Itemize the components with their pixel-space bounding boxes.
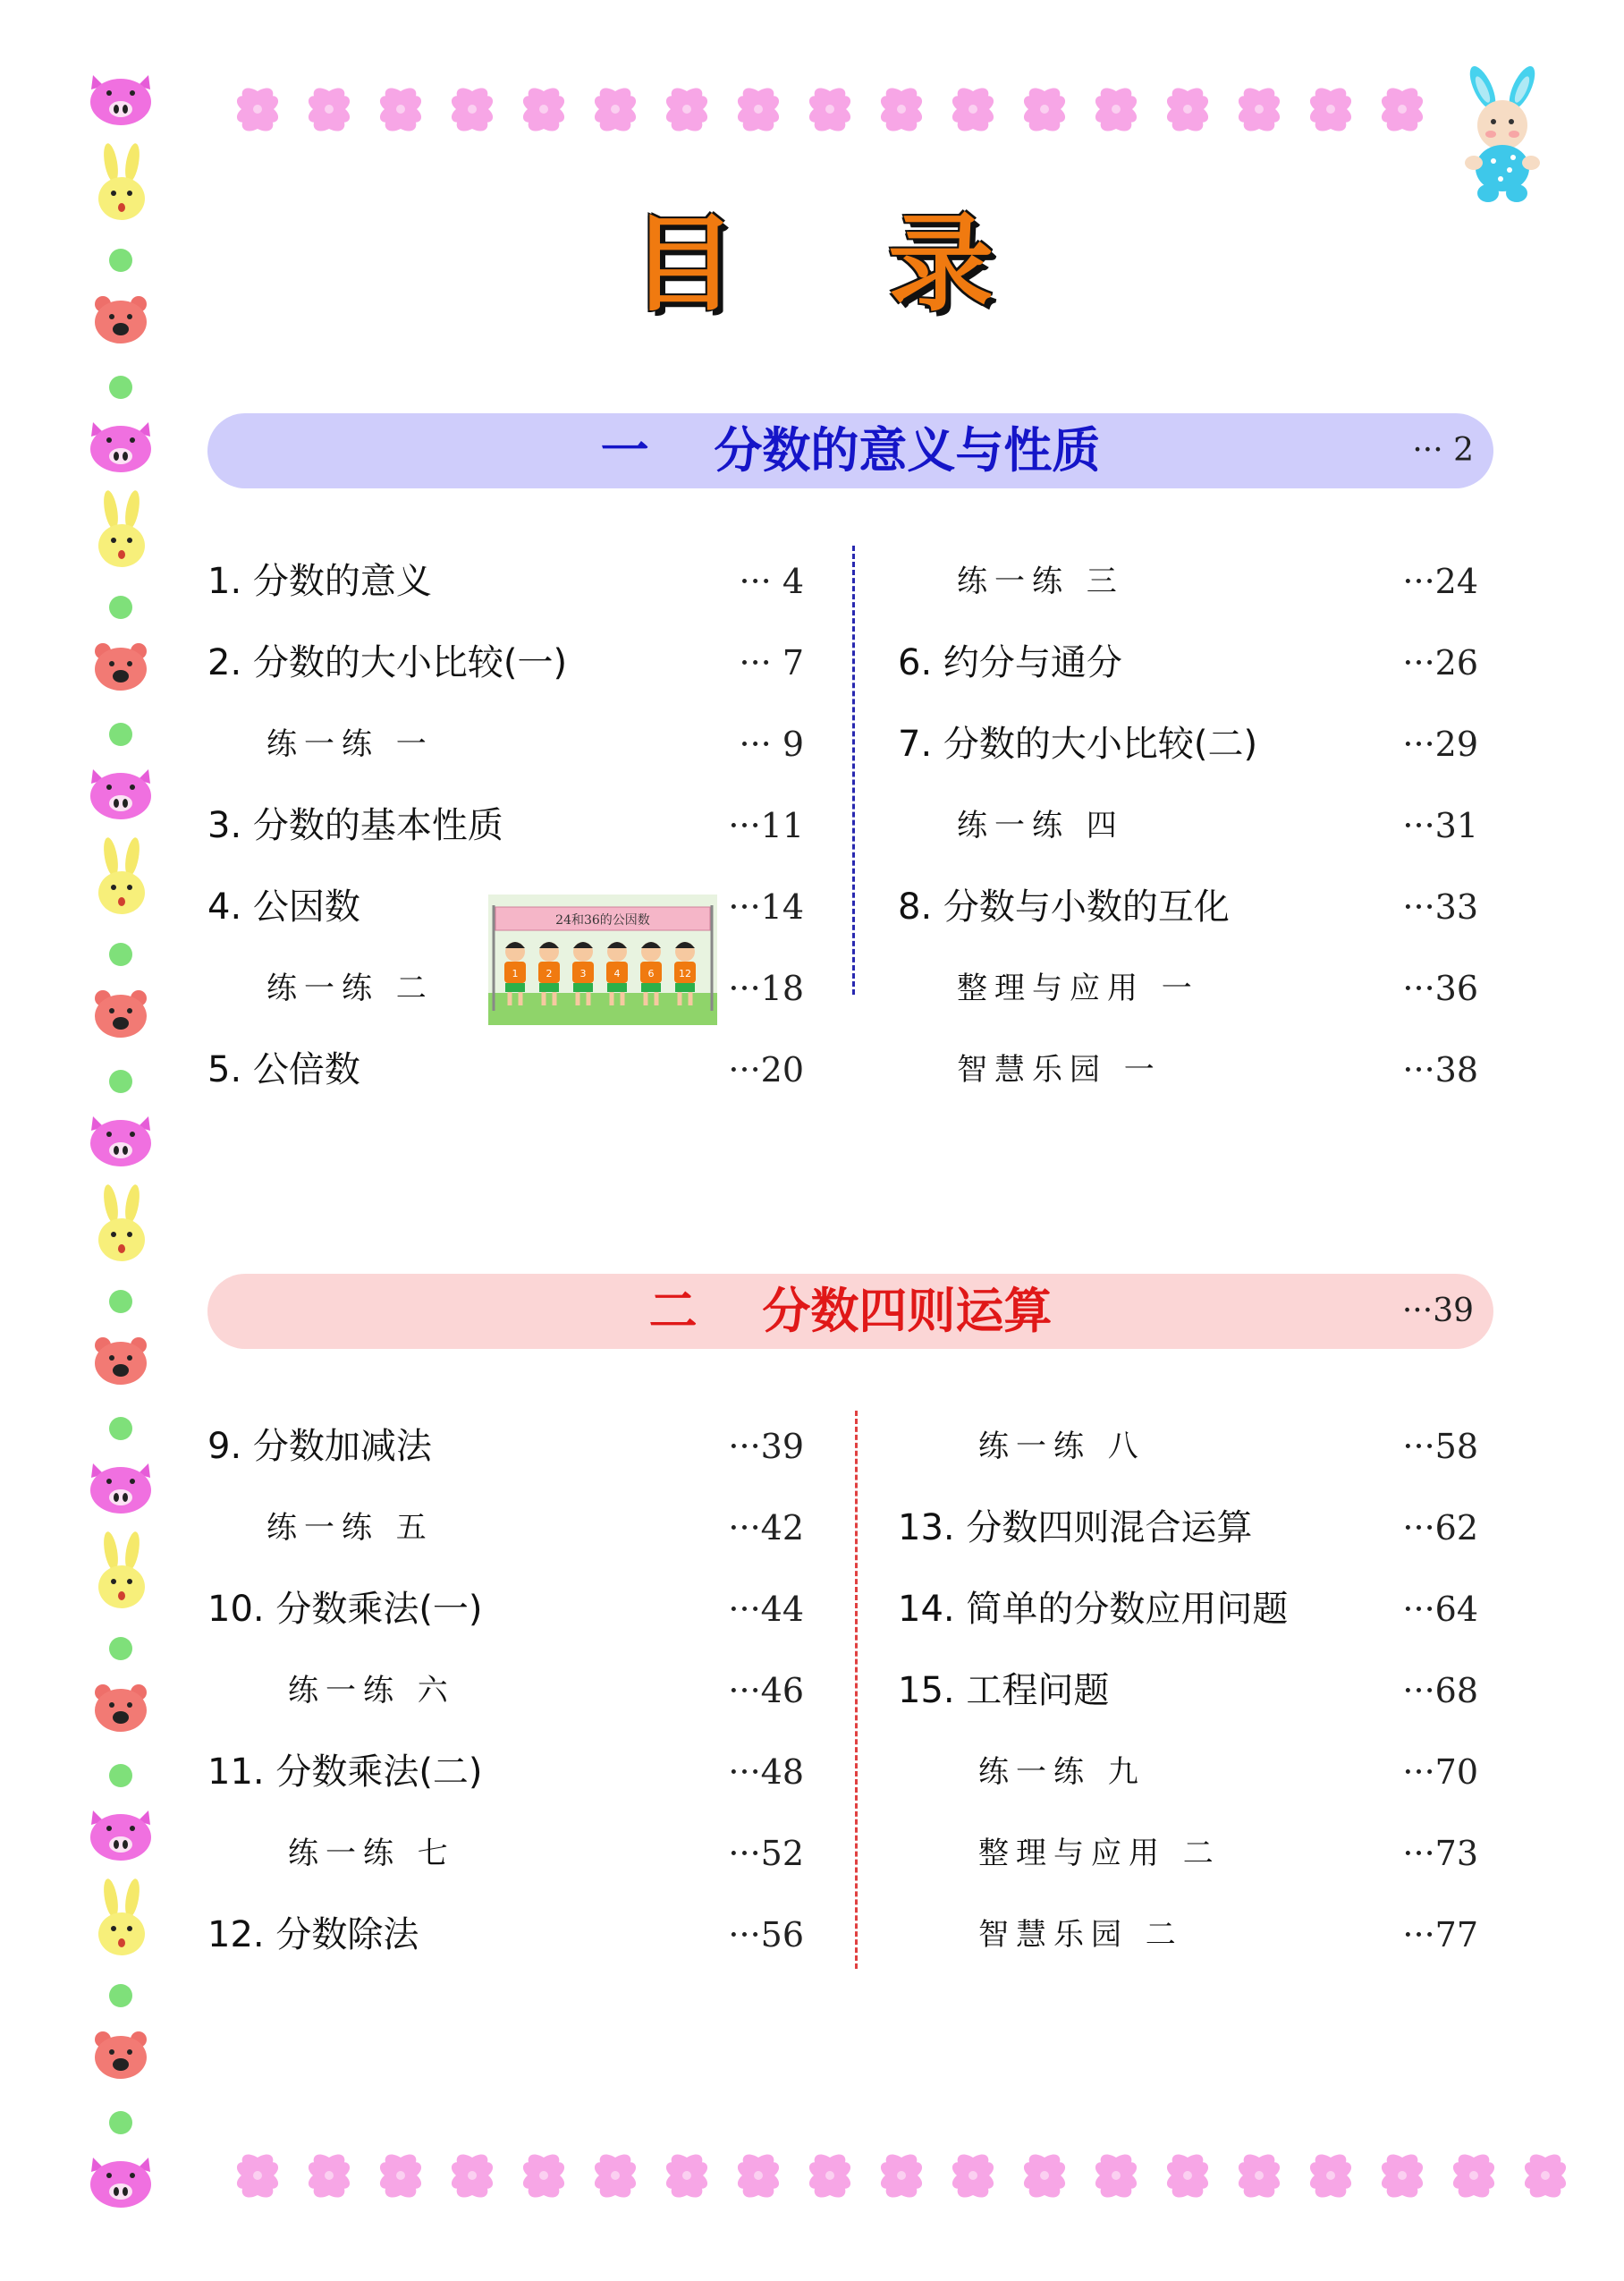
chapter-title: 二 分数四则运算 [648,1283,1053,1339]
clover-flower-icon [653,2145,721,2213]
toc-entry-page: ···38 [1402,1050,1478,1090]
toc-sub-entry[interactable] [0,555,1624,608]
toc-sub-entry[interactable] [0,1827,1624,1880]
toc-entry-label: 7. 分数的大小比较(二) [898,724,1258,765]
bear-face-icon [92,2029,149,2081]
toc-entry[interactable] [0,880,1624,934]
toc-entry-page: ···58 [1402,1427,1478,1466]
pig-face-icon [86,1113,156,1168]
toc-entry-page: ···68 [1402,1671,1478,1710]
toc-entry-page: ···31 [1402,806,1478,845]
kids-banner-illustration [488,895,717,1025]
toc-entry-label: 智慧乐园 一 [957,1052,1162,1088]
toc-sub-entry[interactable] [0,1043,1624,1097]
green-dot-icon [109,2111,132,2134]
toc-entry-page: ···18 [728,969,804,1008]
toc-entry-label: 练一练 六 [288,1673,455,1709]
toc-entry-label: 4. 公因数 [207,886,360,928]
toc-entry-label: 3. 分数的基本性质 [207,805,503,846]
toc-entry[interactable] [0,717,1624,771]
toc-entry-page: ···77 [1402,1915,1478,1955]
toc-entry-page: ···11 [728,806,804,845]
pig-face-icon [86,2154,156,2209]
chapter-page-number: ··· 2 [1412,432,1474,469]
shirt-number: 6 [647,968,655,979]
clover-flower-icon [438,79,506,147]
clover-flower-icon [1154,2145,1222,2213]
toc-entry-label: 5. 公倍数 [207,1049,360,1090]
toc-entry-label: 15. 工程问题 [898,1670,1110,1711]
toc-entry-label: 整理与应用 一 [957,971,1199,1006]
toc-entry-page: ···36 [1402,969,1478,1008]
rabbit-face-icon [95,1184,148,1265]
clover-flower-icon [1225,2145,1293,2213]
toc-entry-page: ···20 [728,1050,804,1090]
toc-entry-label: 练一练 七 [288,1836,455,1871]
bottom-flower-border [224,2145,1583,2226]
clover-flower-icon [867,79,935,147]
toc-entry-page: ···44 [728,1590,804,1629]
toc-entry-label: 13. 分数四则混合运算 [898,1507,1253,1548]
clover-flower-icon [510,2145,578,2213]
top-flower-border [224,79,1458,159]
clover-flower-icon [1225,79,1293,147]
toc-entry-label: 练一练 二 [266,971,434,1006]
toc-entry-label: 6. 约分与通分 [898,642,1122,683]
bunny-doll-icon [1458,63,1547,206]
pig-face-icon [86,419,156,474]
toc-entry-page: ···48 [728,1752,804,1792]
clover-flower-icon [1511,2145,1579,2213]
clover-flower-icon [295,79,363,147]
toc-sub-entry[interactable] [0,799,1624,852]
toc-entry-page: ···56 [728,1915,804,1955]
clover-flower-icon [581,2145,649,2213]
toc-entry-page: ···73 [1402,1834,1478,1873]
chapter-2-header[interactable] [207,1274,1493,1349]
toc-entry-page: ···52 [728,1834,804,1873]
toc-entry-page: ···29 [1402,725,1478,764]
toc-entry-page: ··· 9 [739,725,804,764]
green-dot-icon [109,1290,132,1313]
banner-text: 24和36的公因数 [555,913,650,928]
toc-entry-page: ···62 [1402,1508,1478,1548]
toc-entry-label: 11. 分数乘法(二) [207,1751,483,1793]
clover-flower-icon [1154,79,1222,147]
pig-face-icon [86,72,156,127]
toc-entry-label: 2. 分数的大小比较(一) [207,642,568,683]
toc-entry-label: 练一练 一 [266,726,434,762]
clover-flower-icon [653,79,721,147]
clover-flower-icon [1011,79,1078,147]
shirt-number: 3 [579,968,587,979]
toc-entry-page: ···70 [1402,1752,1478,1792]
clover-flower-icon [724,2145,792,2213]
toc-entry-label: 8. 分数与小数的互化 [898,886,1230,928]
clover-flower-icon [510,79,578,147]
page-title [0,201,1624,326]
clover-flower-icon [1440,2145,1508,2213]
clover-flower-icon [1082,79,1150,147]
toc-entry-label: 练一练 五 [266,1510,434,1546]
clover-flower-icon [581,79,649,147]
toc-entry-label: 练一练 四 [957,808,1124,844]
clover-flower-icon [367,2145,435,2213]
bear-face-icon [92,1335,149,1386]
toc-entry-label: 12. 分数除法 [207,1914,419,1955]
toc-entry-page: ···64 [1402,1590,1478,1629]
toc-entry-page: ···39 [728,1427,804,1466]
clover-flower-icon [1011,2145,1078,2213]
clover-flower-icon [1297,79,1365,147]
clover-flower-icon [224,2145,292,2213]
toc-entry-page: ···33 [1402,887,1478,927]
toc-entry-page: ···24 [1402,562,1478,601]
toc-entry-label: 1. 分数的意义 [207,561,432,602]
chapter-1-header[interactable] [207,413,1493,488]
toc-entry-label: 练一练 九 [978,1754,1146,1790]
clover-flower-icon [724,79,792,147]
shirt-number: 12 [679,968,691,979]
toc-entry-label: 整理与应用 二 [978,1836,1221,1871]
toc-sub-entry[interactable] [0,1908,1624,1962]
clover-flower-icon [295,2145,363,2213]
chapter-page-number: ···39 [1401,1293,1474,1329]
toc-entry-label: 9. 分数加减法 [207,1426,432,1467]
shirt-number: 2 [546,968,553,979]
toc-entry[interactable] [0,636,1624,690]
chapter-title: 一 分数的意义与性质 [600,422,1101,479]
clover-flower-icon [438,2145,506,2213]
toc-entry-page: ··· 7 [739,643,804,683]
toc-entry-page: ···14 [728,887,804,927]
clover-flower-icon [939,2145,1007,2213]
clover-flower-icon [224,79,292,147]
toc-entry-page: ···46 [728,1671,804,1710]
green-dot-icon [109,1637,132,1660]
clover-flower-icon [1368,2145,1436,2213]
toc-entry[interactable] [0,1501,1624,1555]
toc-sub-entry[interactable] [0,1420,1624,1473]
clover-flower-icon [867,2145,935,2213]
toc-entry-page: ···26 [1402,643,1478,683]
title-char-1: 目 [630,202,736,326]
toc-entry[interactable] [0,1664,1624,1717]
toc-entry-label: 练一练 八 [978,1429,1146,1464]
shirt-number: 4 [613,968,621,979]
left-decorative-border [80,72,161,2218]
toc-entry-label: 10. 分数乘法(一) [207,1589,483,1630]
clover-flower-icon [1297,2145,1365,2213]
shirt-number: 1 [512,968,519,979]
clover-flower-icon [1368,79,1436,147]
clover-flower-icon [939,79,1007,147]
title-char-2: 录 [888,202,994,326]
toc-entry[interactable] [0,1582,1624,1636]
toc-entry-label: 14. 简单的分数应用问题 [898,1589,1289,1630]
green-dot-icon [109,1984,132,2007]
clover-flower-icon [1082,2145,1150,2213]
clover-flower-icon [796,2145,864,2213]
toc-entry-label: 智慧乐园 二 [978,1917,1183,1953]
toc-sub-entry[interactable] [0,962,1624,1015]
clover-flower-icon [796,79,864,147]
green-dot-icon [109,376,132,399]
toc-sub-entry[interactable] [0,1745,1624,1799]
toc-entry-label: 练一练 三 [957,564,1124,599]
clover-flower-icon [367,79,435,147]
toc-entry-page: ··· 4 [739,562,804,601]
toc-entry-page: ···42 [728,1508,804,1548]
